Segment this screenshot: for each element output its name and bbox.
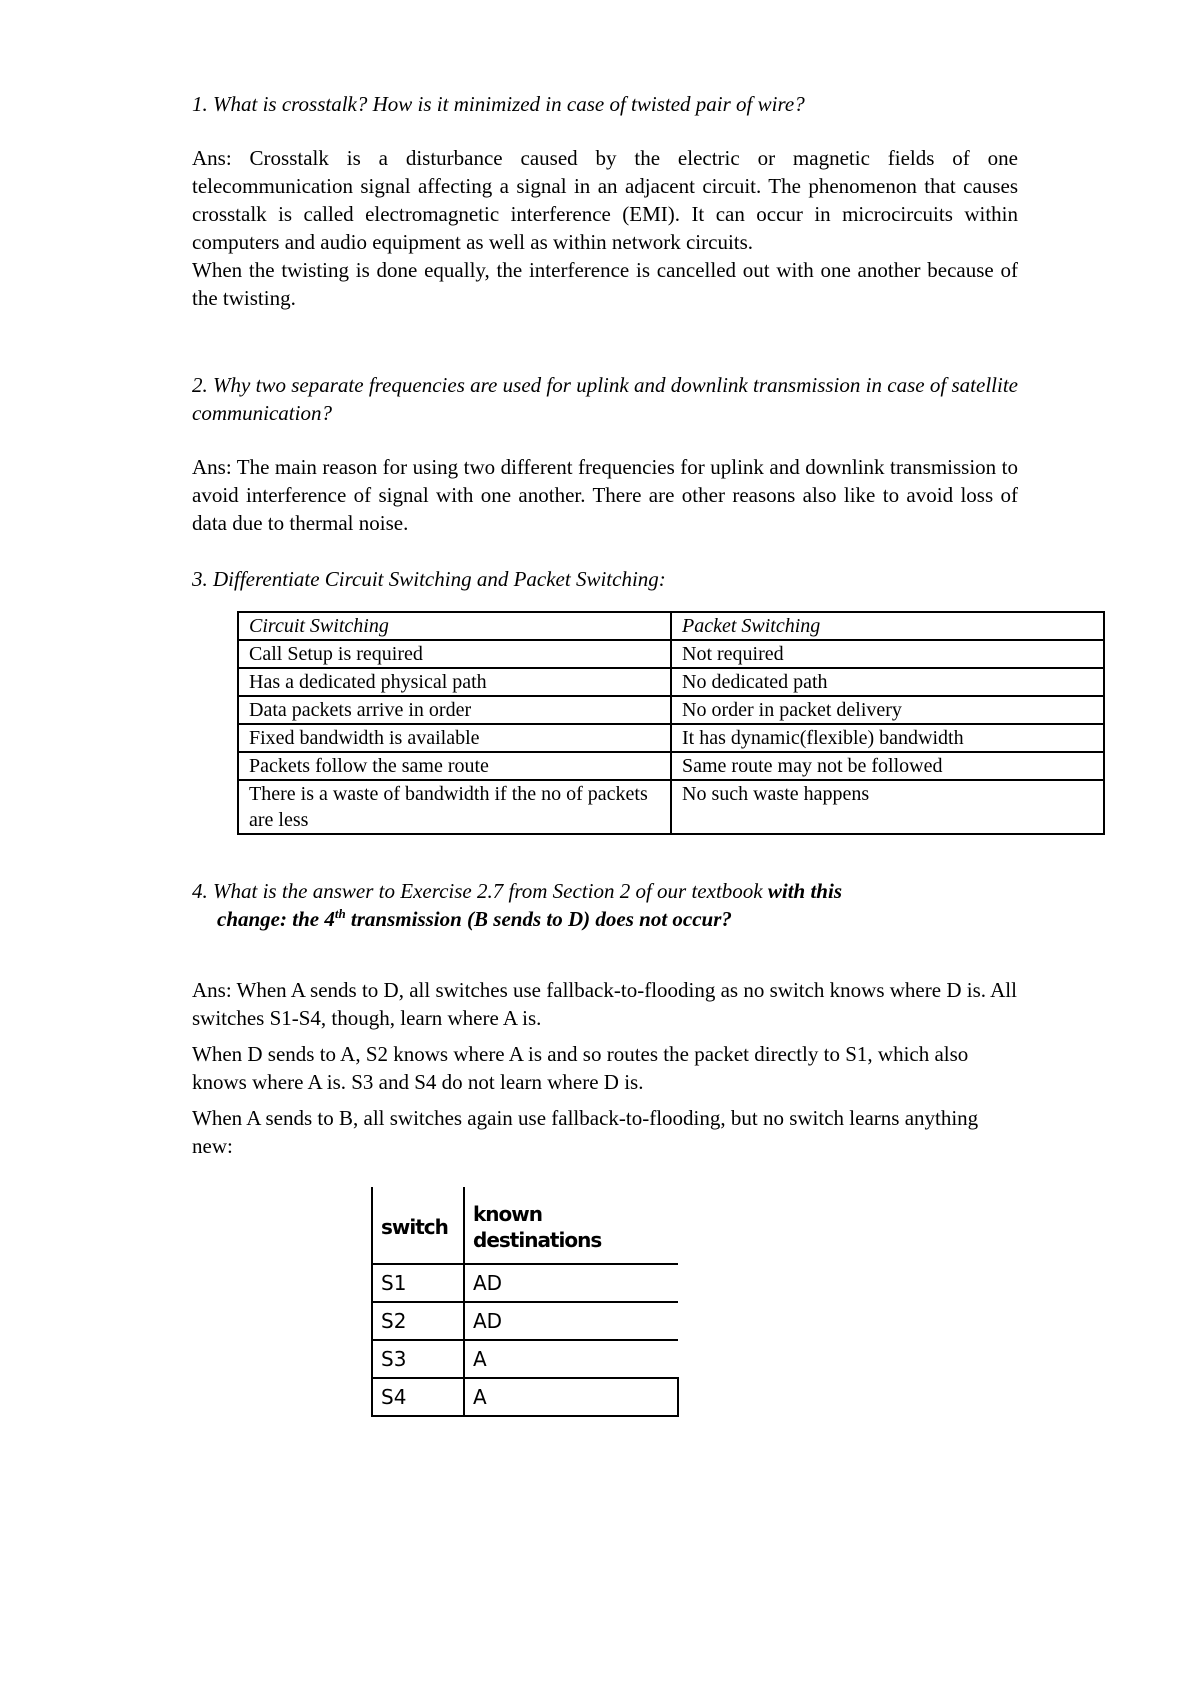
answer-1-paragraph-1: Ans: Crosstalk is a disturbance caused by the electric or magnetic fields of one telecommunication signal affecting a signal in an adjacent circuit. The phenomenon that causes crosstalk is called electromagnetic interference (EMI). It can occur in microcircuits within computers and audio equipment as well as within network circuits. [192,146,1018,254]
table-row [238,724,1104,752]
answer-2: Ans: The main reason for using two different frequencies for uplink and downlink transmission to avoid interference of signal with one another. There are other reasons also like to avoid loss of data due to thermal noise. [192,455,1018,535]
answer-4 [192,976,1022,1168]
table-header-row [238,612,1104,640]
question-3: 3. Differentiate Circuit Switching and Packet Switching: [192,567,666,591]
table-row [238,780,1104,834]
table-cell: Call Setup is required [238,640,671,668]
table-cell: There is a waste of bandwidth if the no of packets are less [238,780,671,834]
table-cell: S4 [372,1378,464,1416]
table-cell: Fixed bandwidth is available [238,724,671,752]
table-header-cell: switch [372,1187,464,1264]
table-row [372,1340,678,1378]
question-4-line-2 [192,905,1018,933]
table-row [238,640,1104,668]
table-cell: Packets follow the same route [238,752,671,780]
table-row [372,1302,678,1340]
question-4-text: 4. What is the answer to Exercise 2.7 from Section 2 of our textbook [192,879,763,903]
answer-4-paragraph-1: Ans: When A sends to D, all switches use fallback-to-flooding as no switch knows where D is. All switches S1-S4, though, learn where A is. [192,978,1017,1030]
table-cell: It has dynamic(flexible) bandwidth [671,724,1104,752]
table-cell: Data packets arrive in order [238,696,671,724]
table-cell: AD [464,1302,678,1340]
question-4-change-text-rest: transmission (B sends to D) does not occur? [345,907,732,931]
table-row [238,696,1104,724]
answer-1-paragraph-2: When the twisting is done equally, the interference is cancelled out with one another because of the twisting. [192,258,1018,310]
switching-comparison-table [237,611,1105,835]
question-1: 1. What is crosstalk? How is it minimized in case of twisted pair of wire? [192,92,805,116]
table-header-cell: known destinations [464,1187,678,1264]
table-row [238,668,1104,696]
table-cell: S3 [372,1340,464,1378]
table-header-row [372,1187,678,1264]
switch-destinations-table [371,1187,679,1417]
answer-4-paragraph-2: When D sends to A, S2 knows where A is and so routes the packet directly to S1, which also knows where A is. S3 and S4 do not learn where D is. [192,1042,969,1094]
question-2: 2. Why two separate frequencies are used for uplink and downlink transmission in case of satellite communication? [192,373,1018,425]
table-cell: Not required [671,640,1104,668]
table-cell: S2 [372,1302,464,1340]
table-header-cell: Circuit Switching [238,612,671,640]
table-cell: Same route may not be followed [671,752,1104,780]
table-cell: AD [464,1264,678,1302]
question-4 [192,877,1018,933]
table-cell: No order in packet delivery [671,696,1104,724]
table-cell: A [464,1340,678,1378]
table-cell: No dedicated path [671,668,1104,696]
answer-1 [192,144,1018,312]
table-row [372,1264,678,1302]
answer-4-paragraph-3: When A sends to B, all switches again use fallback-to-flooding, but no switch learns anything new: [192,1106,979,1158]
table-cell: No such waste happens [671,780,1104,834]
superscript-th: th [334,906,346,921]
table-header-cell: Packet Switching [671,612,1104,640]
table-cell: S1 [372,1264,464,1302]
table-row [238,752,1104,780]
table-row [372,1378,678,1416]
question-4-line-1 [192,877,1018,905]
table-cell: Has a dedicated physical path [238,668,671,696]
question-4-bold-text: with this [767,879,842,903]
question-4-change-text: change: the 4 [217,907,335,931]
table-cell: A [464,1378,678,1416]
